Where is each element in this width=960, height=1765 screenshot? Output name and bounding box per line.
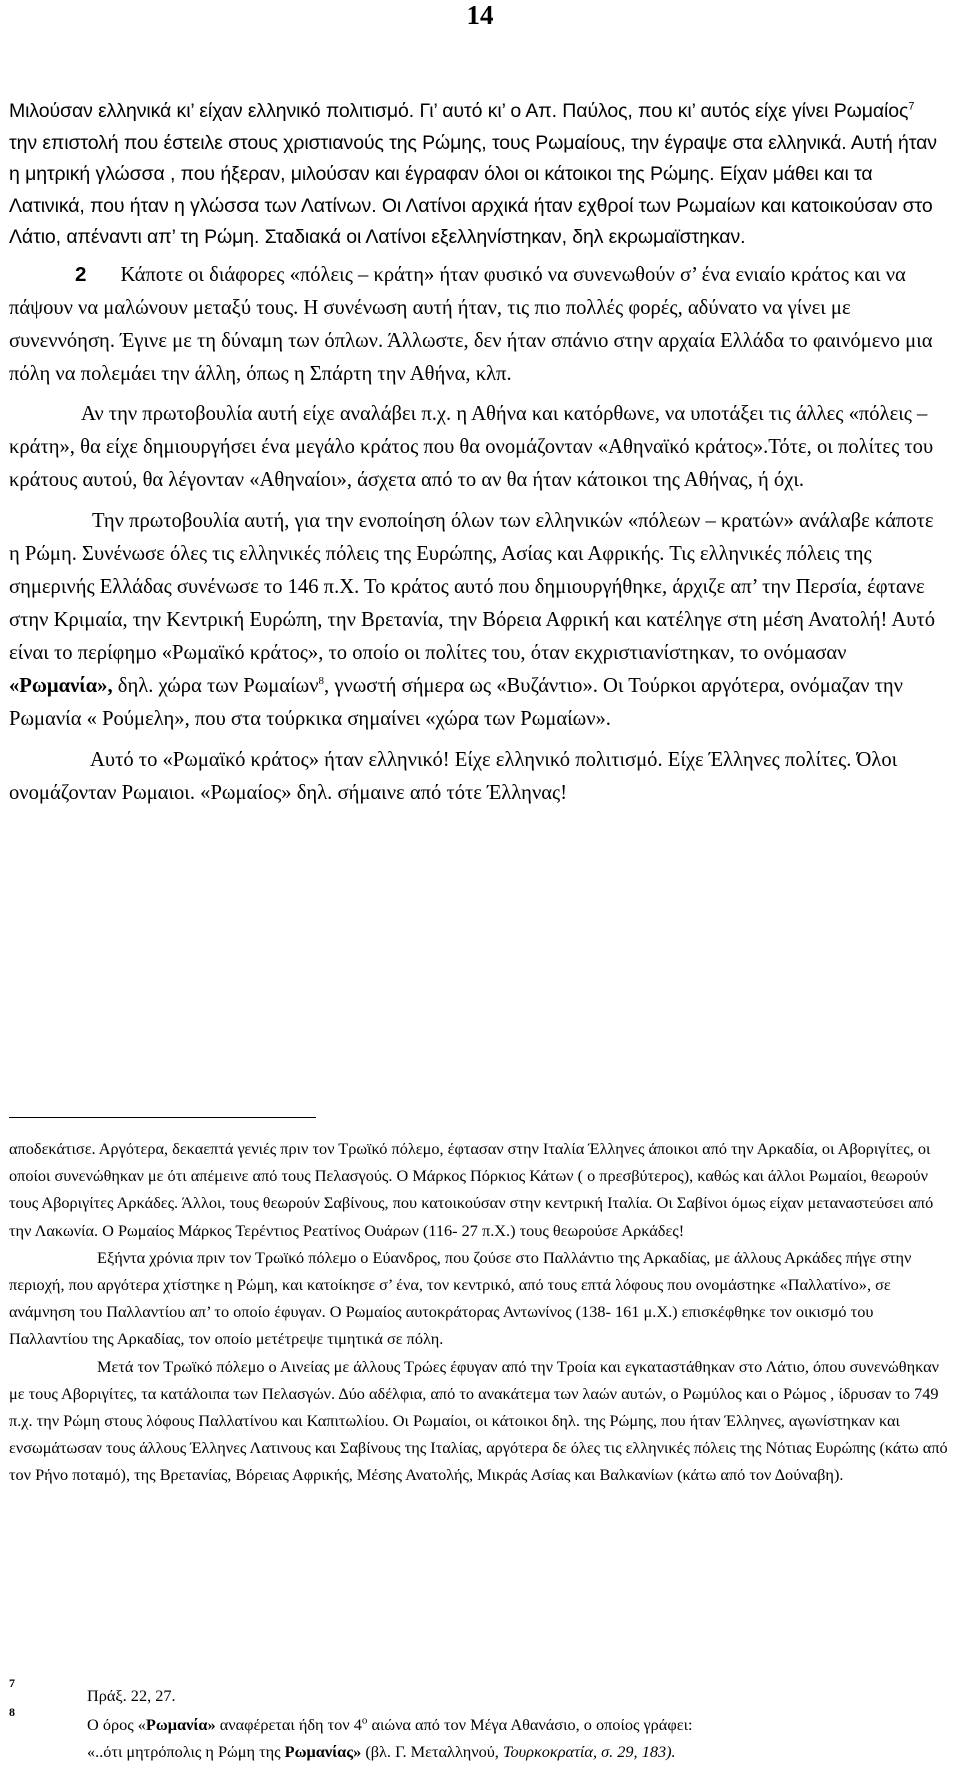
footnote-ref-7: 7	[908, 100, 915, 113]
main-text	[9, 96, 947, 810]
footnote-8-part-a: Ο όρος «	[87, 1715, 146, 1734]
paragraph-2	[9, 258, 947, 391]
paragraph-1	[9, 96, 947, 254]
page-number: 14	[466, 0, 494, 30]
footnote-8-ordinal: ο	[361, 1714, 368, 1727]
footnote-8-ref: (βλ. Γ. Μεταλληνού,	[361, 1742, 503, 1762]
footnote-8-part-b: αναφέρεται ήδη τον 4	[215, 1715, 362, 1734]
footnote-8-mark: 8	[9, 1705, 15, 1719]
footnote-separator	[9, 1117, 316, 1118]
paragraph-4-text-b: δηλ. χώρα των Ρωμαίων	[112, 674, 319, 697]
paragraph-1-text: Μιλούσαν ελληνικά κι’ είχαν ελληνικό πολιτισμό. Γι’ αυτό κι’ ο Απ. Παύλος, που κι’ αυτός είχε γίνει Ρωμαίος	[9, 100, 909, 122]
footnote-ref-8: 8	[318, 675, 325, 688]
note-paragraph-1	[9, 1135, 953, 1244]
note-3-text: Μετά τον Τρωϊκό πόλεμο ο Αινείας με άλλους Τρώες έφυγαν από την Τροία και εγκαταστάθηκαν στο Λάτιο, όπου συνενώθηκαν με τους Αβοριγίτες, τα κατάλοιπα των Πελασγών. Δύο αδέλφια, από το ανακάτεμα των λαών αυτών, ο Ρωμύλος και ο Ρώμος , ίδρυσαν το 749 π.χ. την Ρώμη στους λόφους Παλλατίνου και Καπιτωλίου. Οι Ρωμαίοι, οι κάτοικοι δηλ. της Ρώμης, που ήταν Έλληνες, αγωνίστηκαν και ενσωμάτωσαν τους άλλους Έλληνες Λατινους και Σαβίνους της Ιταλίας, αργότερα δε όλες τις ελληνικές πόλεις της Νότιας Ευρώπης (κάτω από τον Ρήνο ποταμό), της Βρετανίας, Βόρειας Αφρικής, Μέσης Ανατολής, Μικράς Ασίας και Βαλκανίων (κάτω από τον Δούναβη).	[9, 1356, 948, 1485]
footnote-8-romania: Ρωμανία»	[145, 1715, 216, 1734]
paragraph-4-text-c: , γνωστή σήμερα ως «Βυζάντιο». Οι Τούρκοι αργότερα, ονόμαζαν την Ρωμανία « Ρούμελη», που στα τούρκικα σημαίνει «χώρα των Ρωμαίων».	[9, 674, 903, 730]
paragraph-5-text: Αυτό το «Ρωμαϊκό κράτος» ήταν ελληνικό! Είχε ελληνικό πολιτισμό. Είχε Έλληνες πολίτες. Όλοι ονομάζονταν Ρωμαιοι. «Ρωμαίος» δηλ. σήμαινε από τότε Έλληνας!	[9, 748, 898, 804]
footnote-8-part-c: αιώνα από τον Μέγα Αθανάσιο, ο οποίος γράφει:	[367, 1715, 693, 1734]
paragraph-3	[9, 398, 947, 497]
note-paragraph-2	[9, 1244, 953, 1353]
paragraph-3-text: Αν την πρωτοβουλία αυτή είχε αναλάβει π.χ. η Αθήνα και κατόρθωνε, να υποτάξει τις άλλες «πόλεις – κράτη», θα είχε δημιουργήσει ένα μεγάλο κράτος που θα ονομάζονταν «Αθηναϊκό κράτος».Τότε, οι πολίτες του κράτους αυτού, θα λέγονταν «Αθηναίοι», άσχετα από το αν θα ήταν κάτοικοι της Αθήνας, ή όχι.	[9, 402, 934, 491]
paragraph-2-number: 2	[75, 262, 87, 286]
paragraph-4	[9, 505, 947, 736]
footnote-8-romanias: Ρωμανίας»	[284, 1742, 362, 1762]
paragraph-1-text-rest: την επιστολή που έστειλε στους χριστιανούς της Ρώμης, τους Ρωμαίους, την έγραψε στα ελληνικά. Αυτή ήταν η μητρική γλώσσα , που ήξεραν, μιλούσαν και έγραφαν όλοι οι κάτοικοι της Ρώμης. Είχαν μάθει και τα Λατινικά, που ήταν η γλώσσα των Λατίνων. Οι Λατίνοι αρχικά ήταν εχθροί των Ρωμαίων και κατοικούσαν στο Λάτιο, απέναντι απ’ τη Ρώμη. Σταδιακά οι Λατίνοι εξελληνίστηκαν, δηλ εκρωμαϊστηκαν.	[9, 131, 937, 249]
note-2-text: Εξήντα χρόνια πριν τον Τρωϊκό πόλεμο ο Εύανδρος, που ζούσε στο Παλλάντιο της Αρκαδίας, με άλλους Αρκάδες πήγε στην περιοχή, που αργότερα χτίστηκε η Ρώμη, και κατοίκησε σ’ ένα, τον κεντρικό, από τους επτά λόφους που ονομάστηκε «Παλλατίνο», σε ανάμνηση του Παλλαντίου απ’ το οποίο έφυγαν. Ο Ρωμαίος αυτοκράτορας Αντωνίνος (138- 161 μ.Χ.) επισκέφθηκε τον οικισμό του Παλλαντίου της Αρκαδίας, τον οποίο μετέτρεψε τιμητικά σε πόλη.	[9, 1247, 912, 1349]
paragraph-2-text: Κάποτε οι διάφορες «πόλεις – κράτη» ήταν φυσικό να συνενωθούν σ’ ένα ενιαίο κράτος και να πάψουν να μαλώνουν μεταξύ τους. Η συνένωση αυτή ήταν, τις πιο πολλές φορές, αδύνατο να γίνει με συνεννόηση. Έγινε με τη δύναμη των όπλων. Άλλωστε, δεν ήταν σπάνιο στην αρχαία Ελλάδα το φαινόμενο μια πόλη να πολεμάει την άλλη, όπως η Σπάρτη την Αθήνα, κλπ.	[9, 263, 933, 385]
footnote-8-book: Τουρκοκρατία, σ. 29, 183).	[502, 1742, 676, 1762]
paragraph-4-text-a: Την πρωτοβουλία αυτή, για την ενοποίηση όλων των ελληνικών «πόλεων – κρατών» ανάλαβε κάποτε η Ρώμη. Συνένωσε όλες τις ελληνικές πόλεις της Ευρώπης, Ασίας και Αφρικής. Τις ελληνικές πόλεις της σημερινής Ελλάδας συνένωσε το 146 π.Χ. Το κράτος αυτό που δημιουργήθηκε, άρχιζε απ’ την Περσία, έφτανε στην Κριμαία, την Κεντρική Ευρώπη, την Βρετανία, την Βόρεια Αφρική και κατέληγε στη μέση Ανατολή! Αυτό είναι το περίφημο «Ρωμαϊκό κράτος», το οποίο οι πολίτες του, όταν εκχριστιανίστηκαν, το ονόμασαν	[9, 509, 936, 664]
footnote-8-text	[87, 1711, 957, 1765]
footnote-7-mark: 7	[9, 1676, 15, 1690]
paragraph-5	[9, 744, 947, 810]
note-1-text: αποδεκάτισε. Αργότερα, δεκαεπτά γενιές πριν τον Τρωϊκό πόλεμο, έφτασαν στην Ιταλία Έλληνες άποικοι από την Αρκαδία, οι Αβοριγίτες, οι οποίοι συνενώθηκαν με ότι απέμεινε από τους Πελασγούς. Ο Μάρκος Πόρκιος Κάτων ( ο πρεσβύτερος), καθώς και άλλοι Ρωμαίοι, θεωρούν τους Αβοριγίτες Αρκάδες. Άλλοι, τους θεωρούν Σαβίνους, που κατοικούσαν στην κεντρική Ιταλία. Οι Σαβίνοι όμως είχαν μεταναστεύσει από την Λακωνία. Ο Ρωμαίος Μάρκος Τερέντιος Ρεατίνος Ουάρων (116- 27 π.Χ.) τους θεωρούσε Αρκάδες!	[9, 1139, 934, 1240]
footnotes-continued	[9, 1135, 953, 1489]
romania-term: «Ρωμανία»,	[9, 674, 113, 697]
note-paragraph-3	[9, 1353, 953, 1489]
footnote-8-quote: «..ότι μητρόπολις η Ρώμη της	[87, 1742, 285, 1762]
footnote-7-text: Πράξ. 22, 27.	[87, 1686, 176, 1705]
